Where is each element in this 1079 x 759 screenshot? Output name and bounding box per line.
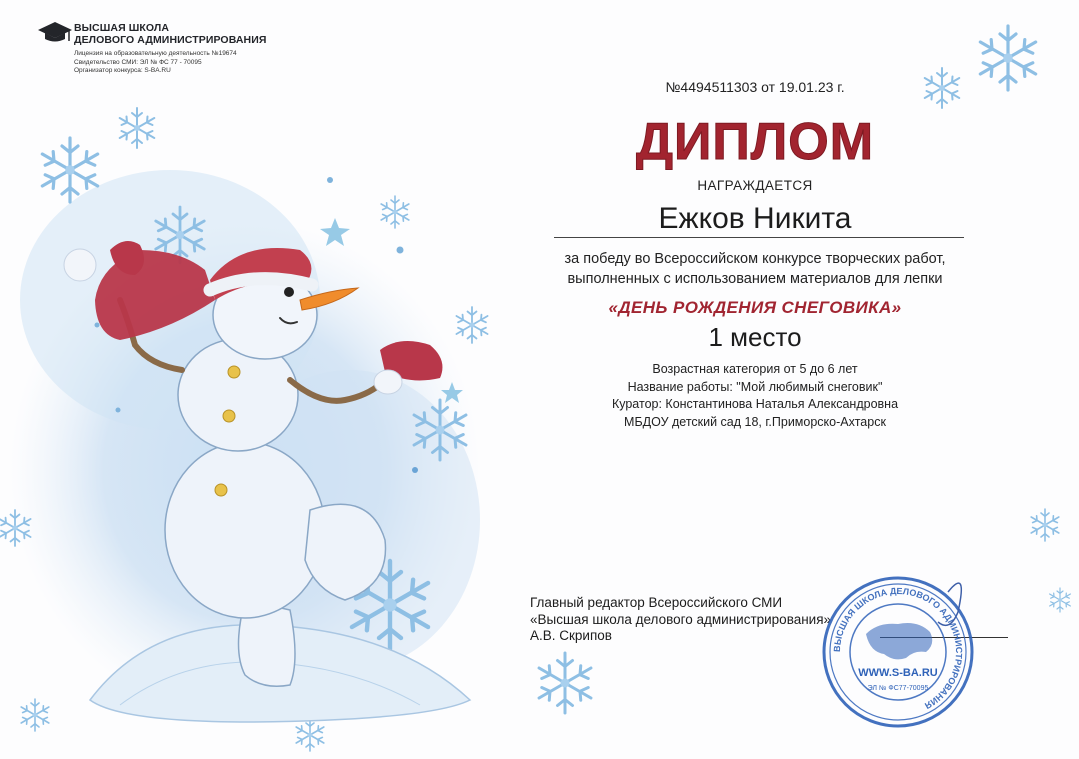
winner-underline [554, 237, 964, 238]
license-text: Лицензия на образовательную деятельность №19674 [74, 50, 237, 57]
place-text: 1 место [708, 322, 802, 352]
signature-block [530, 595, 831, 645]
media-cert-text: Свидетельство СМИ: ЭЛ № ФС 77 - 70095 [74, 58, 202, 66]
winner-name: Ежков Никита [658, 202, 852, 235]
description-line1: за победу во Всероссийском конкурсе творческих работ, [564, 251, 946, 267]
signature-line3: А.В. Скрипов [530, 628, 612, 643]
org-name-line2: ДЕЛОВОГО АДМИНИСТРИРОВАНИЯ [74, 34, 267, 46]
awarded-label: НАГРАЖДАЕТСЯ [697, 178, 813, 193]
details-list [520, 361, 990, 431]
description-line2: выполненных с использованием материалов для лепки [567, 271, 943, 287]
stamp-ring-text: ВЫСШАЯ ШКОЛА ДЕЛОВОГО АДМИНИСТРИРОВАНИЯ [831, 585, 965, 711]
award-description [520, 249, 990, 289]
stamp-reg-text: ЭЛ № ФС77-70095 [867, 685, 929, 692]
age-category: Возрастная категория от 5 до 6 лет [652, 362, 858, 376]
institution: МБДОУ детский сад 18, г.Приморско-Ахтарск [624, 414, 886, 429]
stamp-url-text: WWW.S-BA.RU [858, 667, 938, 679]
work-title: Название работы: "Мой любимый снеговик" [627, 379, 883, 394]
org-name-line1: ВЫСШАЯ ШКОЛА [74, 22, 170, 34]
graduation-cap-icon [38, 22, 72, 44]
organizer-text: Организатор конкурса: S-BA.RU [74, 67, 171, 74]
official-stamp [818, 572, 978, 732]
org-credentials [74, 50, 237, 76]
diploma-title: ДИПЛОМ [635, 113, 875, 171]
diploma-number: №4494511303 от 19.01.23 г. [665, 79, 845, 95]
org-name [74, 22, 267, 46]
signature-line2: «Высшая школа делового администрирования» [530, 611, 832, 627]
contest-name: «ДЕНЬ РОЖДЕНИЯ СНЕГОВИКА» [608, 298, 902, 317]
curator: Куратор: Константинова Наталья Александровна [611, 397, 899, 411]
signature-line1: Главный редактор Всероссийского СМИ [530, 595, 783, 610]
